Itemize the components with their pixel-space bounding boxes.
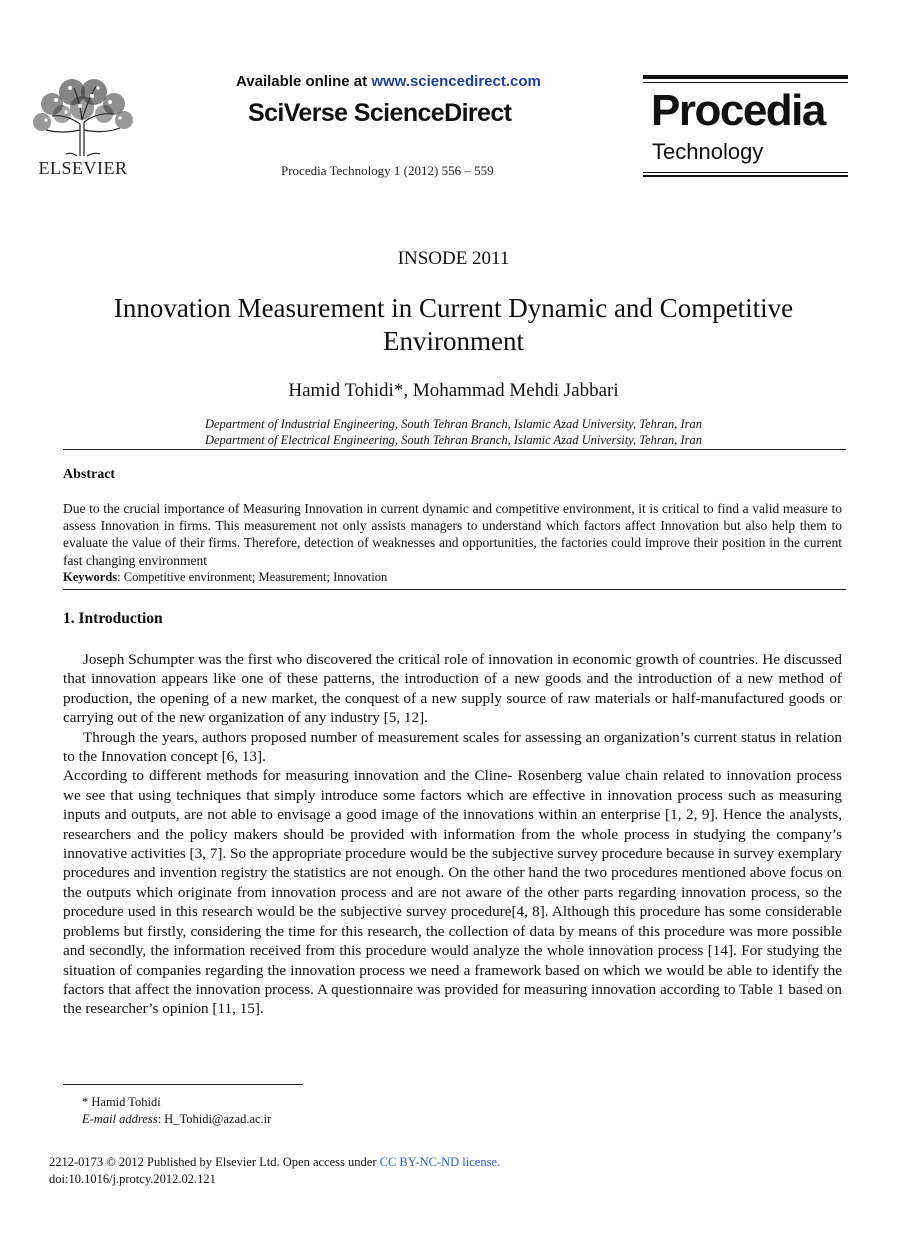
divider-top xyxy=(63,449,846,450)
elsevier-wordmark: ELSEVIER xyxy=(38,158,128,178)
available-prefix: Available online at xyxy=(236,73,372,90)
conference-name: INSODE 2011 xyxy=(397,248,510,269)
abstract-body: Due to the crucial importance of Measuring Innovation in current dynamic and competitive environment, it is critical to find a valid measure to assess Innovation in firms. This measurement not only assists managers to understand which factors affect Innovation but also help them to evaluate the value of their firms. Therefore, detection of weaknesses and opportunities, the factories could improve their position in the current fast changing environment xyxy=(63,501,842,568)
procedia-top-bar-thick xyxy=(643,75,848,79)
introduction-heading: 1. Introduction xyxy=(63,610,163,627)
journal-citation: Procedia Technology 1 (2012) 556 – 559 xyxy=(281,163,494,178)
keywords-label: Keywords xyxy=(63,570,118,584)
keywords-list: : Competitive environment; Measurement; Innovation xyxy=(117,570,388,584)
sciverse-sciencedirect-logo: SciVerse ScienceDirect xyxy=(248,99,512,127)
email-value: : H_Tohidi@azad.ac.ir xyxy=(157,1112,272,1126)
doi: doi:10.1016/j.protcy.2012.02.121 xyxy=(49,1172,216,1186)
procedia-bottom-bar-thick xyxy=(643,175,848,177)
divider-bottom xyxy=(63,589,846,590)
intro-paragraph: Through the years, authors proposed number of measurement scales for assessing an organization’s current status in relation to the Innovation concept [6, 13]. xyxy=(63,728,842,766)
copyright-text: 2212-0173 © 2012 Published by Elsevier Ltd. Open access under xyxy=(49,1155,380,1169)
footnote-author: * Hamid Tohidi xyxy=(82,1095,161,1109)
affiliation-1: Department of Industrial Engineering, South Tehran Branch, Islamic Azad University, Tehran, Iran xyxy=(204,417,703,431)
license-link[interactable]: CC BY-NC-ND license. xyxy=(379,1155,501,1169)
elsevier-logo xyxy=(22,74,144,176)
footnote-rule xyxy=(63,1084,303,1085)
sciencedirect-link[interactable]: www.sciencedirect.com xyxy=(371,73,541,90)
procedia-top-bar-thin xyxy=(643,82,848,83)
abstract-heading: Abstract xyxy=(63,467,116,482)
intro-paragraph: Joseph Schumpter was the first who discovered the critical role of innovation in economic growth of countries. He discussed that innovation appears like one of these patterns, the introduction of a new goods and the introduction of a new method of production, the opening of a new market, the conquest of a new supply source of raw materials or half-manufactured goods or carrying out of the new organization of any industry [5, 12]. xyxy=(63,651,842,727)
author-list: Hamid Tohidi*, Mohammad Mehdi Jabbari xyxy=(288,380,619,401)
procedia-bottom-bar-thin xyxy=(643,172,848,173)
footnote-email xyxy=(82,1112,271,1127)
paper-title: Innovation Measurement in Current Dynamic and Competitive Environment xyxy=(113,293,794,356)
elsevier-tree-icon xyxy=(22,74,144,158)
copyright-line xyxy=(49,1155,500,1170)
procedia-wordmark: Procedia xyxy=(651,86,825,135)
introduction-body xyxy=(63,650,842,1019)
procedia-logo xyxy=(643,75,848,177)
email-label: E-mail address xyxy=(82,1112,158,1126)
intro-paragraph: According to different methods for measuring innovation and the Cline- Rosenberg value chain related to innovation process we see that using techniques that simply introduce some factors which are effective in innovation process such as measuring inputs and outputs, are not able to envisage a good image of the innovations within an enterprise [1, 2, 9]. Hence the analysts, researchers and the policy makers should be provided with information from the whole process in studying the company’s innovative activities [3, 7]. So the appropriate procedure would be the subjective survey procedure because in survey exemplary procedures and invention registry the statistics are not enough. On the other hand the two procedures mentioned above focus on the outputs which originate from innovation process and are not aware of the other parts regarding innovation process, so the procedure used in this research would be the subjective survey procedure[4, 8]. Although this procedure has some considerable problems but firstly, considering the time for this research, the collection of data by means of this procedure was more possible and secondly, the information received from this procedure would analyze the whole innovation process [14]. For studying the situation of companies regarding the innovation process we need a framework based on which we would be able to identify the factors that affect the innovation process. A questionnaire was provided for measuring innovation according to Table 1 based on the researcher’s opinion [11, 15]. xyxy=(63,767,842,1018)
available-online-line xyxy=(236,73,541,90)
procedia-subtitle: Technology xyxy=(652,139,764,164)
affiliation-2: Department of Electrical Engineering, South Tehran Branch, Islamic Azad University, Tehran, Iran xyxy=(204,433,703,447)
keywords-line xyxy=(63,570,387,585)
